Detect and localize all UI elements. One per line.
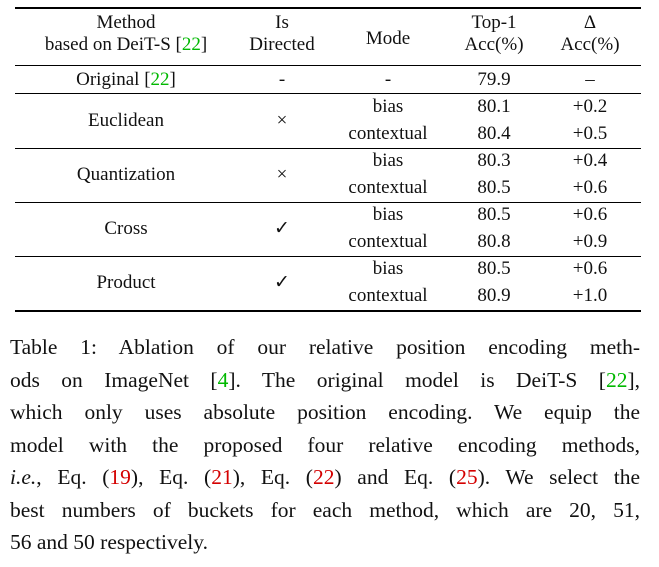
group-euclidean-directed: × (276, 110, 288, 131)
table-bottom-rule (15, 310, 641, 312)
group-quantization-mode-contextual: contextual (348, 177, 428, 198)
group-rule (15, 148, 641, 149)
group-cross-mode-contextual: contextual (348, 231, 428, 252)
equation-link[interactable]: 25 (456, 465, 478, 489)
group-product-delta-contextual: +1.0 (572, 285, 608, 306)
equation-link[interactable]: 19 (109, 465, 131, 489)
original-delta: – (585, 69, 595, 90)
group-quantization-mode-bias: bias (372, 150, 404, 171)
header-rule (15, 65, 641, 66)
caption-line: 56 and 50 respectively. (10, 530, 209, 554)
group-quantization-delta-contextual: +0.6 (572, 177, 608, 198)
group-quantization-delta-bias: +0.4 (572, 150, 608, 171)
header-mode: Mode (365, 28, 411, 49)
equation-link[interactable]: 21 (211, 465, 233, 489)
group-euclidean-mode-contextual: contextual (348, 123, 428, 144)
group-product-mode-bias: bias (372, 258, 404, 279)
group-quantization-method: Quantization (76, 164, 176, 185)
original-mode: - (384, 69, 392, 90)
group-euclidean-method: Euclidean (88, 110, 164, 131)
group-cross-mode-bias: bias (372, 204, 404, 225)
group-rule (15, 256, 641, 257)
original-directed: - (278, 69, 286, 90)
group-product-acc-bias: 80.5 (477, 258, 511, 279)
group-product-acc-contextual: 80.9 (477, 285, 511, 306)
header-delta: Δ Acc(%) (560, 12, 620, 55)
caption-line: Table 1: Ablation of our relative position encoding meth- (10, 335, 640, 359)
group-cross-delta-bias: +0.6 (572, 204, 608, 225)
citation-link[interactable]: 4 (217, 367, 229, 392)
table-top-rule (15, 7, 641, 9)
group-rule (15, 202, 641, 203)
citation-link[interactable]: 22 (605, 367, 628, 392)
header-top1: Top-1 Acc(%) (464, 12, 524, 55)
group-cross-acc-contextual: 80.8 (477, 231, 511, 252)
header-directed: Is Directed (249, 12, 315, 55)
group-cross-delta-contextual: +0.9 (572, 231, 608, 252)
caption-line: i.e., Eq. (19), Eq. (21), Eq. (22) and Eq. (25). We select the (10, 465, 641, 489)
group-product-delta-bias: +0.6 (572, 258, 608, 279)
original-method: Original [22] (76, 69, 176, 90)
group-euclidean-acc-contextual: 80.4 (477, 123, 511, 144)
group-product-directed: ✓ (274, 272, 290, 293)
group-cross-directed: ✓ (274, 218, 290, 239)
header-method: Method based on DeiT-S [22] (44, 12, 208, 55)
group-cross-acc-bias: 80.5 (477, 204, 511, 225)
caption-line: model with the proposed four relative encoding methods, (10, 432, 640, 457)
group-euclidean-delta-contextual: +0.5 (572, 123, 608, 144)
original-acc: 79.9 (477, 69, 511, 90)
group-cross-method: Cross (104, 218, 148, 239)
group-euclidean-acc-bias: 80.1 (477, 96, 511, 117)
equation-link[interactable]: 22 (312, 465, 335, 489)
group-quantization-acc-contextual: 80.5 (477, 177, 511, 198)
group-quantization-directed: × (276, 164, 288, 185)
group-product-mode-contextual: contextual (348, 285, 428, 306)
caption-line: best numbers of buckets for each method, which are 20, 51, (10, 497, 640, 522)
group-product-method: Product (96, 272, 156, 293)
group-euclidean-delta-bias: +0.2 (572, 96, 608, 117)
group-quantization-acc-bias: 80.3 (477, 150, 511, 171)
group-euclidean-mode-bias: bias (372, 96, 404, 117)
table-caption (10, 331, 640, 559)
caption-line: ods on ImageNet [4]. The original model is DeiT-S [22], (10, 367, 640, 392)
caption-line: which only uses absolute position encoding. We equip the (10, 400, 640, 424)
original-rule (15, 93, 641, 94)
